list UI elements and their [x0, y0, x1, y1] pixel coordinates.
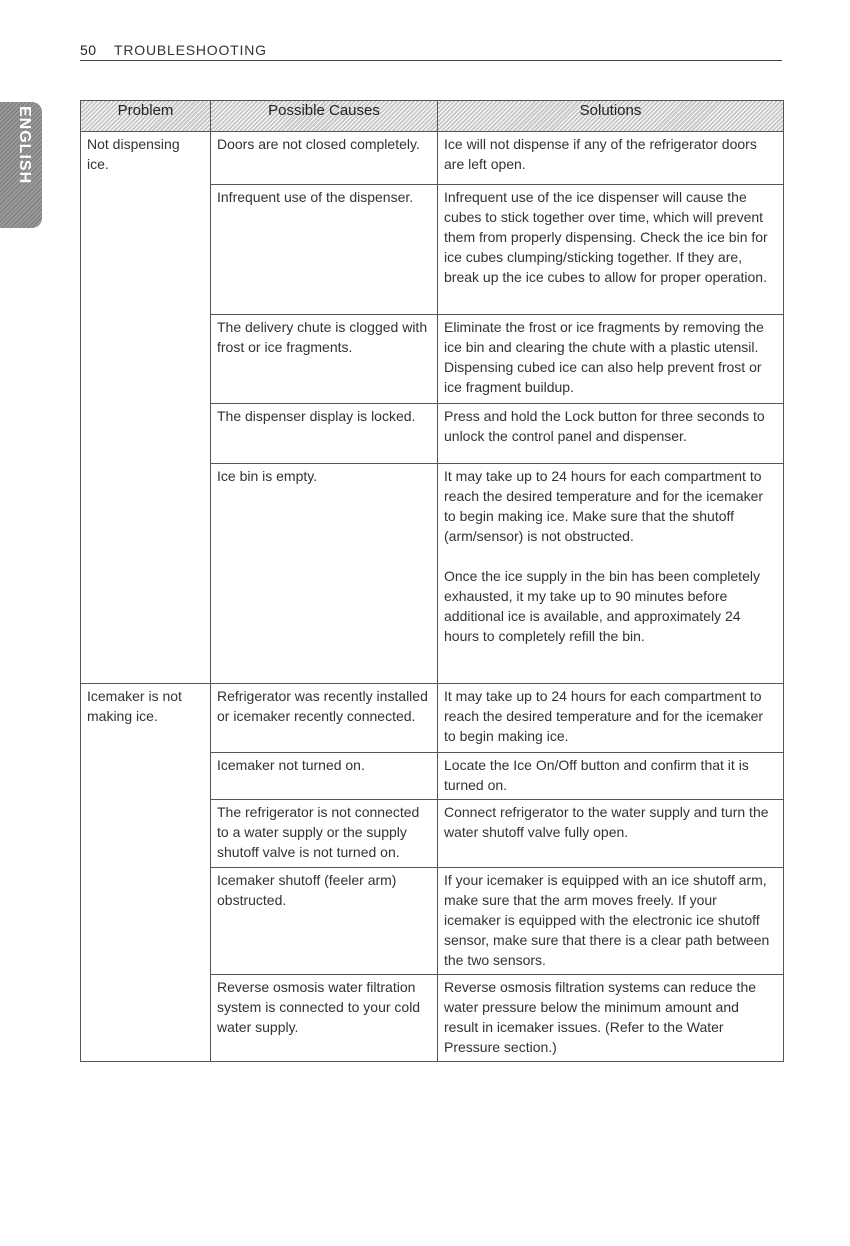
solution-cell	[438, 753, 784, 800]
language-tab-label: ENGLISH	[16, 106, 33, 185]
solution-cell	[438, 315, 784, 404]
solution-cell	[438, 975, 784, 1062]
cause-text: Reverse osmosis water filtration system is connected to your cold water supply.	[217, 979, 421, 1035]
cause-text: Refrigerator was recently installed or icemaker recently connected.	[217, 688, 428, 724]
solution-text: Press and hold the Lock button for three seconds to unlock the control panel and dispenser.	[444, 408, 765, 444]
solution-cell	[438, 800, 784, 868]
cause-cell	[211, 975, 438, 1062]
solution-text: Infrequent use of the ice dispenser will cause the cubes to stick together over time, which will prevent them from properly dispensing. Check the ice bin for ice cubes clumping/sticking together. If they are, break up the ice cubes to allow for proper operation.	[444, 189, 768, 285]
table-header-row	[81, 101, 784, 132]
troubleshooting-table	[80, 100, 784, 1062]
language-tab	[0, 102, 42, 228]
cause-cell	[211, 185, 438, 315]
page-header	[80, 42, 782, 61]
solution-text: Connect refrigerator to the water supply and turn the water shutoff valve fully open.	[444, 804, 769, 840]
solution-cell	[438, 464, 784, 684]
solution-text: Reverse osmosis filtration systems can reduce the water pressure below the minimum amount and result in icemaker issues. (Refer to the Water Pressure section.)	[444, 979, 757, 1055]
cause-text: The dispenser display is locked.	[217, 408, 416, 424]
cause-cell	[211, 315, 438, 404]
solution-text: Locate the Ice On/Off button and confirm that it is turned on.	[444, 757, 749, 793]
table-row	[81, 132, 784, 185]
cause-text: Icemaker not turned on.	[217, 757, 365, 773]
cause-cell	[211, 404, 438, 464]
cause-cell	[211, 753, 438, 800]
solution-cell	[438, 868, 784, 975]
table-row	[81, 684, 784, 753]
cause-cell	[211, 868, 438, 975]
solution-text: It may take up to 24 hours for each compartment to reach the desired temperature and for the icemaker to begin making ice.	[444, 688, 764, 744]
section-title: TROUBLESHOOTING	[114, 42, 267, 58]
solution-cell	[438, 132, 784, 185]
cause-text: Icemaker shutoff (feeler arm) obstructed.	[217, 872, 397, 908]
problem-cell	[81, 132, 211, 684]
cause-text: Doors are not closed completely.	[217, 136, 420, 152]
column-header-problem: Problem	[81, 101, 211, 132]
solution-text: Ice will not dispense if any of the refrigerator doors are left open.	[444, 136, 757, 172]
page-number: 50	[80, 42, 97, 58]
cause-text: Infrequent use of the dispenser.	[217, 189, 414, 205]
column-header-possible-causes: Possible Causes	[211, 101, 438, 132]
column-header-solutions: Solutions	[438, 101, 784, 132]
problem-cell	[81, 684, 211, 1062]
cause-text: Ice bin is empty.	[217, 468, 318, 484]
solution-cell	[438, 684, 784, 753]
cause-text: The refrigerator is not connected to a water supply or the supply shutoff valve is not turned on.	[217, 804, 420, 860]
cause-cell	[211, 800, 438, 868]
solution-text: It may take up to 24 hours for each compartment to reach the desired temperature and for the icemaker to begin making ice. Make sure that the shutoff (arm/sensor) is not obstructed.	[444, 468, 764, 544]
solution-text: Once the ice supply in the bin has been completely exhausted, it my take up to 90 minutes before additional ice is available, and approximately 24 hours to completely refill the bin.	[444, 568, 760, 644]
cause-cell	[211, 684, 438, 753]
solution-text: If your icemaker is equipped with an ice shutoff arm, make sure that the arm moves freely. If your icemaker is equipped with the electronic ice shutoff sensor, make sure that there is a clear path between the two sensors.	[444, 872, 770, 968]
solution-cell	[438, 404, 784, 464]
problem-text: Not dispensing ice.	[87, 136, 180, 172]
problem-text: Icemaker is not making ice.	[87, 688, 182, 724]
cause-cell	[211, 132, 438, 185]
cause-text: The delivery chute is clogged with frost or ice fragments.	[217, 319, 428, 355]
cause-cell	[211, 464, 438, 684]
solution-cell	[438, 185, 784, 315]
solution-text: Eliminate the frost or ice fragments by removing the ice bin and clearing the chute with a plastic utensil. Dispensing cubed ice can also help prevent frost or ice fragment buildup.	[444, 319, 764, 395]
